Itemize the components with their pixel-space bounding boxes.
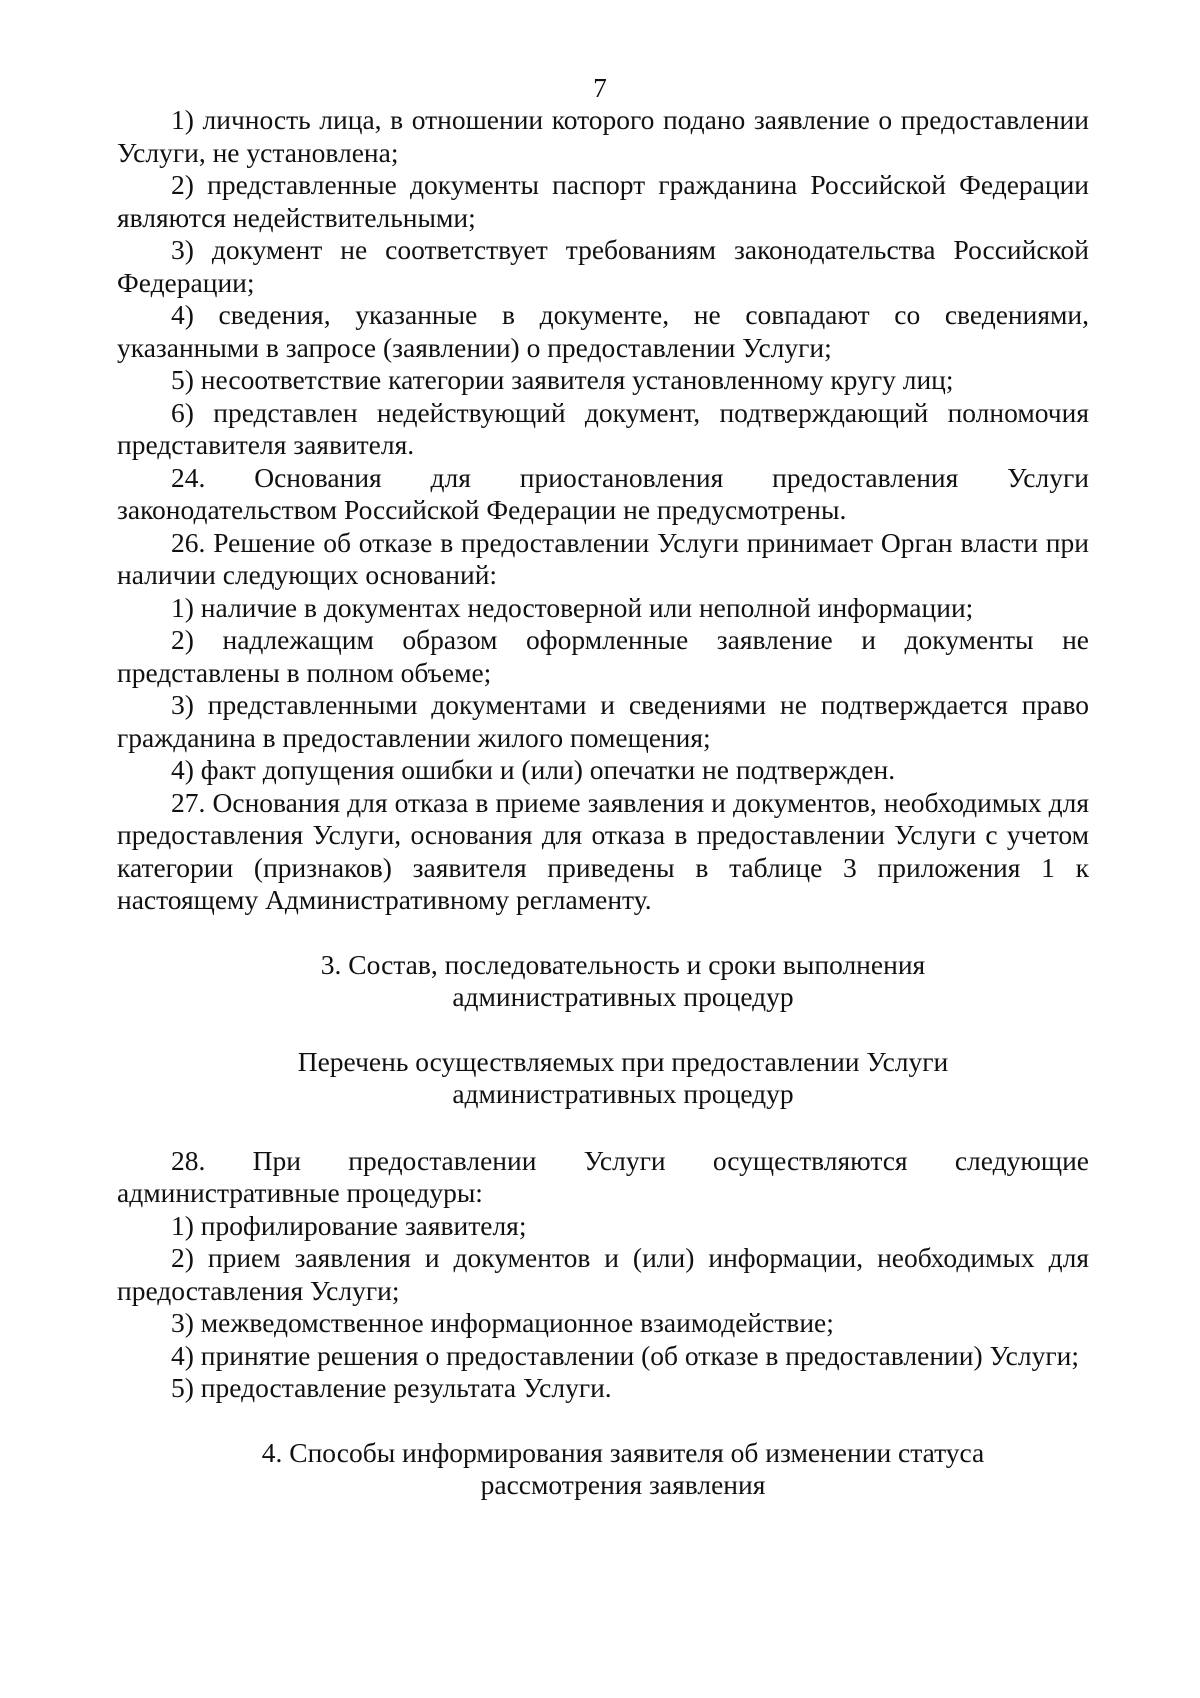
paragraph-denial-reason-2: 2) надлежащим образом оформленные заявление и документы не представлены в полном объеме; [117,624,1089,688]
section-4-heading-line-1: 4. Способы информирования заявителя об изменении статуса [261,1436,985,1468]
paragraph-procedure-4: 4) принятие решения о предоставлении (об отказе в предоставлении) Услуги; [171,1339,1079,1371]
paragraph-refusal-reason-3: 3) документ не соответствует требованиям законодательства Российской Федерации; [117,234,1089,298]
paragraph-procedure-3: 3) межведомственное информационное взаимодействие; [171,1307,834,1338]
paragraph-refusal-reason-5: 5) несоответствие категории заявителя установленному кругу лиц; [171,364,954,395]
paragraph-denial-reason-4: 4) факт допущения ошибки и (или) опечатки не подтвержден. [171,754,896,785]
paragraph-denial-reason-1: 1) наличие в документах недостоверной или неполной информации; [171,591,974,623]
subsection-heading-line-2: административных процедур [452,1078,794,1109]
paragraph-clause-27: 27. Основания для отказа в приеме заявления и документов, необходимых для предоставления Услуги, основания для отказа в предоставлении Услуги с учетом категории (признаков) заявителя приведены в таблице 3 приложения 1 к настоящему Административному регламенту. [117,786,1089,915]
paragraph-clause-24: 24. Основания для приостановления предоставления Услуги законодательством Российской Федерации не предусмотрены. [117,461,1089,525]
paragraph-refusal-reason-6: 6) представлен недействующий документ, подтверждающий полномочия представителя заявителя. [117,396,1089,460]
paragraph-refusal-reason-2: 2) представленные документы паспорт гражданина Российской Федерации являются недействительными; [117,169,1089,233]
paragraph-procedure-1: 1) профилирование заявителя; [171,1209,527,1241]
paragraph-procedure-5: 5) предоставление результата Услуги. [171,1372,612,1403]
subsection-heading [117,1046,1089,1111]
paragraph-procedure-2: 2) прием заявления и документов и (или) информации, необходимых для предоставления Услуги; [117,1242,1089,1306]
paragraph-denial-reason-3: 3) представленными документами и сведениями не подтверждается право гражданина в предоставлении жилого помещения; [117,689,1089,753]
document-body [117,104,1089,1502]
subsection-heading-line-1: Перечень осуществляемых при предоставлении Услуги [297,1045,949,1077]
page-number: 7 [593,72,607,103]
section-4-heading-line-2: рассмотрения заявления [480,1469,766,1500]
section-3-heading-line-2: административных процедур [452,981,794,1012]
paragraph-refusal-reason-1: 1) личность лица, в отношении которого подано заявление о предоставлении Услуги, не установлена; [117,104,1089,168]
section-3-heading [117,949,1089,1014]
paragraph-refusal-reason-4: 4) сведения, указанные в документе, не совпадают со сведениями, указанными в запросе (заявлении) о предоставлении Услуги; [117,299,1089,363]
paragraph-clause-26: 26. Решение об отказе в предоставлении Услуги принимает Орган власти при наличии следующих оснований: [117,526,1089,590]
paragraph-clause-28: 28. При предоставлении Услуги осуществляются следующие административные процедуры: [117,1144,1089,1208]
section-3-heading-line-1: 3. Состав, последовательность и сроки выполнения [320,948,926,980]
section-4-heading [117,1437,1089,1502]
